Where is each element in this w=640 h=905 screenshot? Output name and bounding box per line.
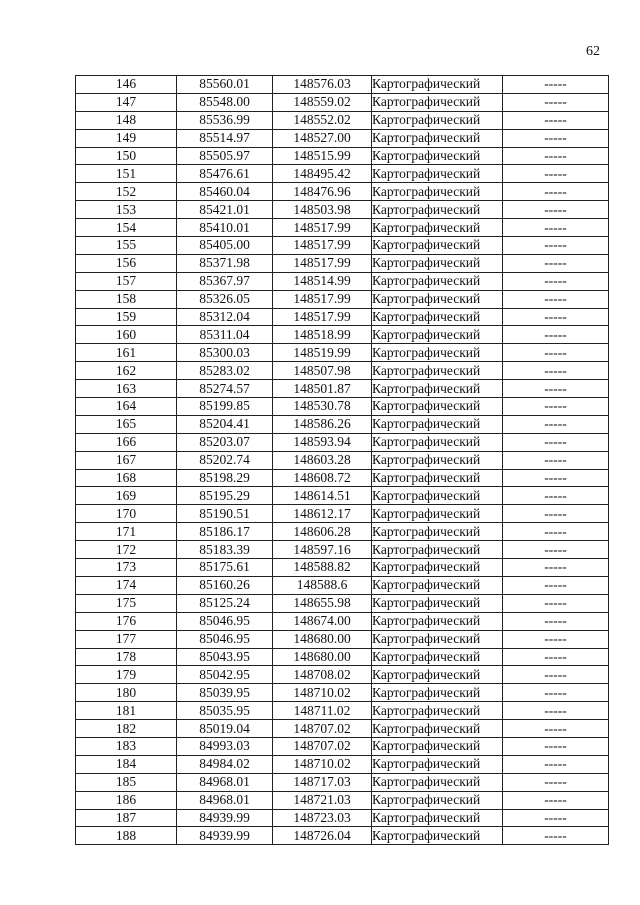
x-coordinate-cell: 85035.95 — [177, 702, 273, 720]
table-row — [76, 290, 609, 308]
accuracy-cell: ----- — [503, 505, 609, 523]
y-coordinate-cell: 148680.00 — [273, 630, 372, 648]
table-row — [76, 487, 609, 505]
point-number-cell: 155 — [76, 237, 177, 255]
y-coordinate-cell: 148507.98 — [273, 362, 372, 380]
x-coordinate-cell: 85460.04 — [177, 183, 273, 201]
x-coordinate-cell: 85326.05 — [177, 290, 273, 308]
y-coordinate-cell: 148517.99 — [273, 308, 372, 326]
x-coordinate-cell: 85204.41 — [177, 415, 273, 433]
y-coordinate-cell: 148711.02 — [273, 702, 372, 720]
table-row — [76, 398, 609, 416]
method-cell: Картографический — [372, 380, 503, 398]
accuracy-cell: ----- — [503, 326, 609, 344]
table-row — [76, 791, 609, 809]
x-coordinate-cell: 85505.97 — [177, 147, 273, 165]
accuracy-cell: ----- — [503, 201, 609, 219]
point-number-cell: 180 — [76, 684, 177, 702]
y-coordinate-cell: 148501.87 — [273, 380, 372, 398]
method-cell: Картографический — [372, 791, 503, 809]
point-number-cell: 169 — [76, 487, 177, 505]
method-cell: Картографический — [372, 201, 503, 219]
table-row — [76, 433, 609, 451]
table-row — [76, 111, 609, 129]
x-coordinate-cell: 85548.00 — [177, 93, 273, 111]
accuracy-cell: ----- — [503, 93, 609, 111]
method-cell: Картографический — [372, 326, 503, 344]
point-number-cell: 146 — [76, 76, 177, 94]
y-coordinate-cell: 148726.04 — [273, 827, 372, 845]
method-cell: Картографический — [372, 541, 503, 559]
point-number-cell: 161 — [76, 344, 177, 362]
point-number-cell: 163 — [76, 380, 177, 398]
table-row — [76, 541, 609, 559]
table-row — [76, 415, 609, 433]
y-coordinate-cell: 148588.82 — [273, 559, 372, 577]
y-coordinate-cell: 148708.02 — [273, 666, 372, 684]
x-coordinate-cell: 85186.17 — [177, 523, 273, 541]
x-coordinate-cell: 84968.01 — [177, 791, 273, 809]
method-cell: Картографический — [372, 559, 503, 577]
point-number-cell: 187 — [76, 809, 177, 827]
method-cell: Картографический — [372, 737, 503, 755]
y-coordinate-cell: 148517.99 — [273, 254, 372, 272]
point-number-cell: 165 — [76, 415, 177, 433]
method-cell: Картографический — [372, 165, 503, 183]
x-coordinate-cell: 85476.61 — [177, 165, 273, 183]
method-cell: Картографический — [372, 93, 503, 111]
y-coordinate-cell: 148517.99 — [273, 237, 372, 255]
x-coordinate-cell: 85283.02 — [177, 362, 273, 380]
table-row — [76, 76, 609, 94]
y-coordinate-cell: 148723.03 — [273, 809, 372, 827]
x-coordinate-cell: 84993.03 — [177, 737, 273, 755]
table-row — [76, 147, 609, 165]
table-row — [76, 380, 609, 398]
x-coordinate-cell: 84939.99 — [177, 827, 273, 845]
point-number-cell: 149 — [76, 129, 177, 147]
table-row — [76, 523, 609, 541]
x-coordinate-cell: 85514.97 — [177, 129, 273, 147]
x-coordinate-cell: 85125.24 — [177, 594, 273, 612]
table-row — [76, 93, 609, 111]
method-cell: Картографический — [372, 630, 503, 648]
table-row — [76, 737, 609, 755]
x-coordinate-cell: 85046.95 — [177, 630, 273, 648]
method-cell: Картографический — [372, 147, 503, 165]
method-cell: Картографический — [372, 809, 503, 827]
method-cell: Картографический — [372, 684, 503, 702]
y-coordinate-cell: 148597.16 — [273, 541, 372, 559]
y-coordinate-cell: 148717.03 — [273, 773, 372, 791]
method-cell: Картографический — [372, 237, 503, 255]
table-row — [76, 272, 609, 290]
accuracy-cell: ----- — [503, 344, 609, 362]
y-coordinate-cell: 148503.98 — [273, 201, 372, 219]
x-coordinate-cell: 85175.61 — [177, 559, 273, 577]
table-row — [76, 201, 609, 219]
method-cell: Картографический — [372, 523, 503, 541]
table-row — [76, 755, 609, 773]
accuracy-cell: ----- — [503, 415, 609, 433]
accuracy-cell: ----- — [503, 237, 609, 255]
table-row — [76, 702, 609, 720]
accuracy-cell: ----- — [503, 737, 609, 755]
y-coordinate-cell: 148576.03 — [273, 76, 372, 94]
method-cell: Картографический — [372, 129, 503, 147]
method-cell: Картографический — [372, 362, 503, 380]
y-coordinate-cell: 148655.98 — [273, 594, 372, 612]
point-number-cell: 151 — [76, 165, 177, 183]
x-coordinate-cell: 84939.99 — [177, 809, 273, 827]
point-number-cell: 177 — [76, 630, 177, 648]
page-number: 62 — [586, 44, 600, 59]
point-number-cell: 158 — [76, 290, 177, 308]
accuracy-cell: ----- — [503, 720, 609, 738]
y-coordinate-cell: 148514.99 — [273, 272, 372, 290]
accuracy-cell: ----- — [503, 773, 609, 791]
point-number-cell: 150 — [76, 147, 177, 165]
method-cell: Картографический — [372, 183, 503, 201]
point-number-cell: 152 — [76, 183, 177, 201]
table-row — [76, 326, 609, 344]
table-row — [76, 648, 609, 666]
point-number-cell: 173 — [76, 559, 177, 577]
point-number-cell: 185 — [76, 773, 177, 791]
point-number-cell: 188 — [76, 827, 177, 845]
method-cell: Картографический — [372, 505, 503, 523]
table-row — [76, 344, 609, 362]
method-cell: Картографический — [372, 219, 503, 237]
point-number-cell: 156 — [76, 254, 177, 272]
x-coordinate-cell: 85560.01 — [177, 76, 273, 94]
table-row — [76, 165, 609, 183]
table-row — [76, 129, 609, 147]
accuracy-cell: ----- — [503, 129, 609, 147]
table-row — [76, 827, 609, 845]
y-coordinate-cell: 148517.99 — [273, 219, 372, 237]
accuracy-cell: ----- — [503, 147, 609, 165]
point-number-cell: 171 — [76, 523, 177, 541]
x-coordinate-cell: 85371.98 — [177, 254, 273, 272]
x-coordinate-cell: 85183.39 — [177, 541, 273, 559]
method-cell: Картографический — [372, 469, 503, 487]
method-cell: Картографический — [372, 111, 503, 129]
x-coordinate-cell: 84984.02 — [177, 755, 273, 773]
y-coordinate-cell: 148519.99 — [273, 344, 372, 362]
table-row — [76, 773, 609, 791]
point-number-cell: 174 — [76, 576, 177, 594]
y-coordinate-cell: 148612.17 — [273, 505, 372, 523]
accuracy-cell: ----- — [503, 308, 609, 326]
x-coordinate-cell: 85046.95 — [177, 612, 273, 630]
point-number-cell: 166 — [76, 433, 177, 451]
table-row — [76, 254, 609, 272]
point-number-cell: 186 — [76, 791, 177, 809]
method-cell: Картографический — [372, 487, 503, 505]
y-coordinate-cell: 148517.99 — [273, 290, 372, 308]
accuracy-cell: ----- — [503, 702, 609, 720]
point-number-cell: 183 — [76, 737, 177, 755]
point-number-cell: 157 — [76, 272, 177, 290]
y-coordinate-cell: 148603.28 — [273, 451, 372, 469]
accuracy-cell: ----- — [503, 684, 609, 702]
table-row — [76, 469, 609, 487]
x-coordinate-cell: 85043.95 — [177, 648, 273, 666]
table-row — [76, 219, 609, 237]
point-number-cell: 181 — [76, 702, 177, 720]
accuracy-cell: ----- — [503, 594, 609, 612]
method-cell: Картографический — [372, 433, 503, 451]
point-number-cell: 159 — [76, 308, 177, 326]
y-coordinate-cell: 148680.00 — [273, 648, 372, 666]
table-row — [76, 237, 609, 255]
x-coordinate-cell: 85160.26 — [177, 576, 273, 594]
y-coordinate-cell: 148614.51 — [273, 487, 372, 505]
table-row — [76, 576, 609, 594]
method-cell: Картографический — [372, 594, 503, 612]
x-coordinate-cell: 85274.57 — [177, 380, 273, 398]
x-coordinate-cell: 85190.51 — [177, 505, 273, 523]
method-cell: Картографический — [372, 308, 503, 326]
method-cell: Картографический — [372, 290, 503, 308]
point-number-cell: 160 — [76, 326, 177, 344]
table-row — [76, 451, 609, 469]
accuracy-cell: ----- — [503, 183, 609, 201]
accuracy-cell: ----- — [503, 523, 609, 541]
table-row — [76, 684, 609, 702]
y-coordinate-cell: 148593.94 — [273, 433, 372, 451]
accuracy-cell: ----- — [503, 433, 609, 451]
accuracy-cell: ----- — [503, 76, 609, 94]
y-coordinate-cell: 148518.99 — [273, 326, 372, 344]
method-cell: Картографический — [372, 648, 503, 666]
method-cell: Картографический — [372, 612, 503, 630]
method-cell: Картографический — [372, 773, 503, 791]
accuracy-cell: ----- — [503, 469, 609, 487]
y-coordinate-cell: 148495.42 — [273, 165, 372, 183]
y-coordinate-cell: 148586.26 — [273, 415, 372, 433]
y-coordinate-cell: 148707.02 — [273, 720, 372, 738]
point-number-cell: 179 — [76, 666, 177, 684]
method-cell: Картографический — [372, 576, 503, 594]
table-row — [76, 594, 609, 612]
accuracy-cell: ----- — [503, 380, 609, 398]
x-coordinate-cell: 85311.04 — [177, 326, 273, 344]
x-coordinate-cell: 85410.01 — [177, 219, 273, 237]
y-coordinate-cell: 148710.02 — [273, 684, 372, 702]
table-row — [76, 666, 609, 684]
point-number-cell: 147 — [76, 93, 177, 111]
accuracy-cell: ----- — [503, 398, 609, 416]
x-coordinate-cell: 85300.03 — [177, 344, 273, 362]
point-number-cell: 176 — [76, 612, 177, 630]
point-number-cell: 164 — [76, 398, 177, 416]
accuracy-cell: ----- — [503, 219, 609, 237]
x-coordinate-cell: 85202.74 — [177, 451, 273, 469]
x-coordinate-cell: 85312.04 — [177, 308, 273, 326]
method-cell: Картографический — [372, 415, 503, 433]
y-coordinate-cell: 148608.72 — [273, 469, 372, 487]
point-number-cell: 154 — [76, 219, 177, 237]
point-number-cell: 178 — [76, 648, 177, 666]
coordinates-table — [75, 75, 609, 845]
table-row — [76, 720, 609, 738]
accuracy-cell: ----- — [503, 559, 609, 577]
accuracy-cell: ----- — [503, 272, 609, 290]
y-coordinate-cell: 148674.00 — [273, 612, 372, 630]
y-coordinate-cell: 148710.02 — [273, 755, 372, 773]
table-row — [76, 630, 609, 648]
y-coordinate-cell: 148527.00 — [273, 129, 372, 147]
method-cell: Картографический — [372, 755, 503, 773]
x-coordinate-cell: 85367.97 — [177, 272, 273, 290]
x-coordinate-cell: 85042.95 — [177, 666, 273, 684]
table-row — [76, 183, 609, 201]
accuracy-cell: ----- — [503, 290, 609, 308]
x-coordinate-cell: 84968.01 — [177, 773, 273, 791]
x-coordinate-cell: 85039.95 — [177, 684, 273, 702]
method-cell: Картографический — [372, 254, 503, 272]
accuracy-cell: ----- — [503, 809, 609, 827]
method-cell: Картографический — [372, 344, 503, 362]
method-cell: Картографический — [372, 76, 503, 94]
method-cell: Картографический — [372, 720, 503, 738]
accuracy-cell: ----- — [503, 487, 609, 505]
point-number-cell: 148 — [76, 111, 177, 129]
x-coordinate-cell: 85195.29 — [177, 487, 273, 505]
method-cell: Картографический — [372, 827, 503, 845]
accuracy-cell: ----- — [503, 755, 609, 773]
y-coordinate-cell: 148559.02 — [273, 93, 372, 111]
table-row — [76, 612, 609, 630]
y-coordinate-cell: 148588.6 — [273, 576, 372, 594]
accuracy-cell: ----- — [503, 541, 609, 559]
point-number-cell: 184 — [76, 755, 177, 773]
point-number-cell: 167 — [76, 451, 177, 469]
y-coordinate-cell: 148721.03 — [273, 791, 372, 809]
y-coordinate-cell: 148530.78 — [273, 398, 372, 416]
table-row — [76, 505, 609, 523]
y-coordinate-cell: 148606.28 — [273, 523, 372, 541]
y-coordinate-cell: 148552.02 — [273, 111, 372, 129]
accuracy-cell: ----- — [503, 254, 609, 272]
table-row — [76, 559, 609, 577]
x-coordinate-cell: 85203.07 — [177, 433, 273, 451]
x-coordinate-cell: 85405.00 — [177, 237, 273, 255]
point-number-cell: 175 — [76, 594, 177, 612]
accuracy-cell: ----- — [503, 362, 609, 380]
point-number-cell: 170 — [76, 505, 177, 523]
method-cell: Картографический — [372, 666, 503, 684]
x-coordinate-cell: 85421.01 — [177, 201, 273, 219]
accuracy-cell: ----- — [503, 111, 609, 129]
point-number-cell: 153 — [76, 201, 177, 219]
x-coordinate-cell: 85198.29 — [177, 469, 273, 487]
table-row — [76, 362, 609, 380]
accuracy-cell: ----- — [503, 451, 609, 469]
accuracy-cell: ----- — [503, 630, 609, 648]
accuracy-cell: ----- — [503, 648, 609, 666]
accuracy-cell: ----- — [503, 612, 609, 630]
point-number-cell: 162 — [76, 362, 177, 380]
accuracy-cell: ----- — [503, 666, 609, 684]
method-cell: Картографический — [372, 702, 503, 720]
x-coordinate-cell: 85536.99 — [177, 111, 273, 129]
point-number-cell: 168 — [76, 469, 177, 487]
table-row — [76, 809, 609, 827]
x-coordinate-cell: 85019.04 — [177, 720, 273, 738]
method-cell: Картографический — [372, 451, 503, 469]
x-coordinate-cell: 85199.85 — [177, 398, 273, 416]
point-number-cell: 182 — [76, 720, 177, 738]
accuracy-cell: ----- — [503, 576, 609, 594]
point-number-cell: 172 — [76, 541, 177, 559]
coordinates-table-body — [76, 76, 609, 845]
y-coordinate-cell: 148515.99 — [273, 147, 372, 165]
y-coordinate-cell: 148707.02 — [273, 737, 372, 755]
method-cell: Картографический — [372, 398, 503, 416]
accuracy-cell: ----- — [503, 827, 609, 845]
method-cell: Картографический — [372, 272, 503, 290]
accuracy-cell: ----- — [503, 165, 609, 183]
accuracy-cell: ----- — [503, 791, 609, 809]
table-row — [76, 308, 609, 326]
y-coordinate-cell: 148476.96 — [273, 183, 372, 201]
